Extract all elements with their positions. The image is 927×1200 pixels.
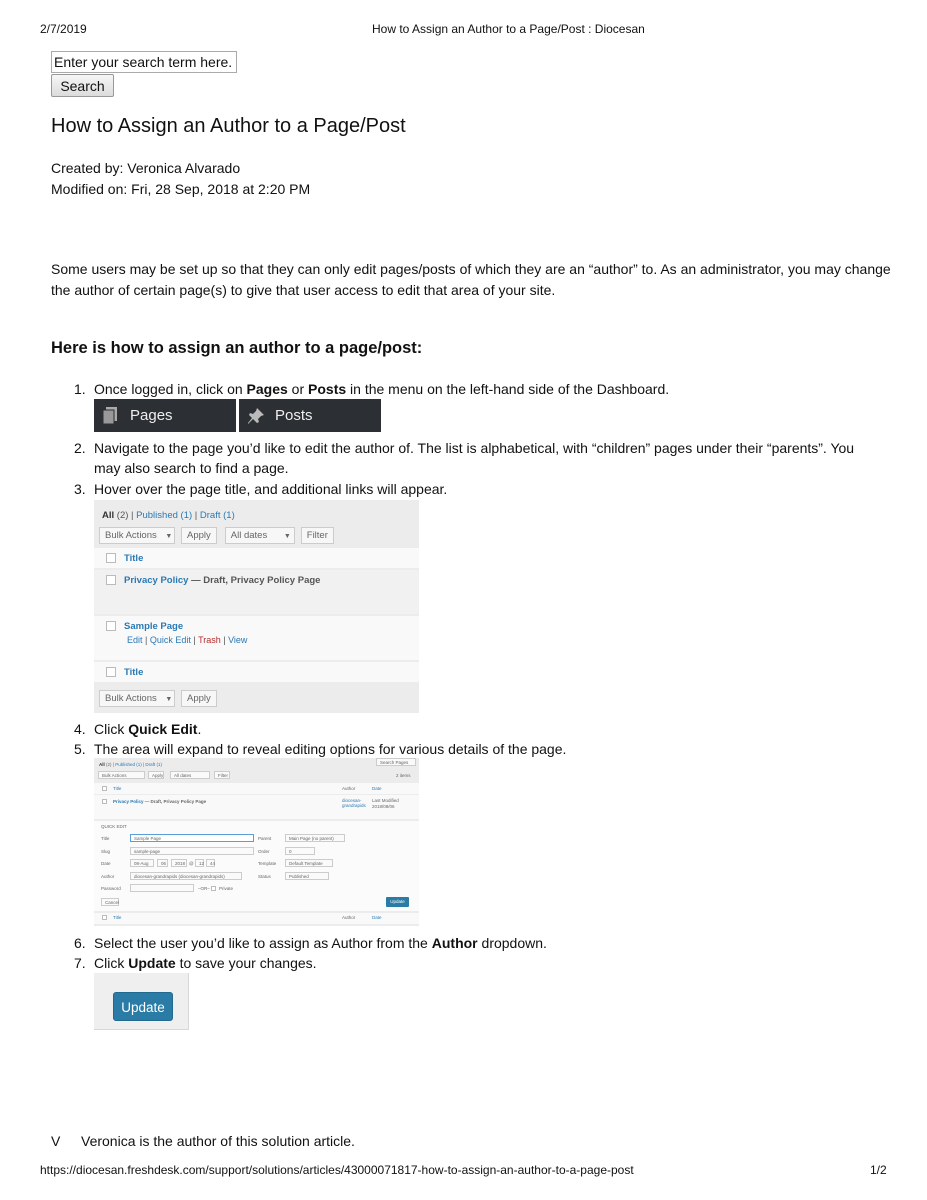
author-select: diocesan-grandrapids (diocesan-grandrapids) <box>130 872 242 880</box>
col-author: Author <box>342 915 356 920</box>
quick-edit-update-button: Update <box>386 897 409 907</box>
step-bold: Pages <box>246 381 288 397</box>
filter-published: Published <box>136 510 178 521</box>
step-text: . <box>197 721 202 737</box>
step-5 <box>74 739 566 759</box>
status-label: Status <box>258 874 271 879</box>
pages-label: Pages <box>130 407 173 424</box>
step-4 <box>74 719 201 739</box>
dates-select: All dates ▼ <box>225 527 295 544</box>
separator: | <box>131 510 134 521</box>
step-number: 4. <box>74 721 86 737</box>
page-title: How to Assign an Author to a Page/Post <box>51 115 406 137</box>
step-text: in the menu on the left-hand side of the Dashboard. <box>346 381 670 397</box>
search-pages-button: Search Pages <box>376 758 416 766</box>
col-title: Title <box>102 786 121 791</box>
row-date-label: Last Modified <box>372 798 399 803</box>
print-footer-url: https://diocesan.freshdesk.com/support/solutions/articles/43000071817-how-to-assign-an-author-to-a-page-post <box>40 1163 634 1177</box>
row-date: 2018/08/06 <box>372 804 395 809</box>
filter-count: (2) <box>116 510 129 521</box>
date-year: 2018 <box>171 859 187 867</box>
step-number: 3. <box>74 481 86 497</box>
status-filters: All (2) | Published (1) | Draft (1) <box>99 762 162 767</box>
list-row <box>94 616 419 660</box>
update-button-screenshot <box>94 973 189 1030</box>
date-at: @ <box>189 861 194 866</box>
date-day: 06 <box>157 859 168 867</box>
order-field: 0 <box>285 847 315 855</box>
step-number: 6. <box>74 935 86 951</box>
filter-draft: Draft <box>199 510 221 521</box>
items-count: 2 items <box>396 773 411 778</box>
private-checkbox: Private <box>211 886 233 891</box>
filter-count: (1) <box>180 510 193 521</box>
print-footer-page: 1/2 <box>870 1163 887 1177</box>
bulk-actions-select: Bulk Actions ▼ <box>99 527 175 544</box>
step-text: Click <box>94 721 129 737</box>
password-field <box>130 884 194 892</box>
title-field: Sample Page <box>130 834 254 842</box>
checkbox-icon <box>106 621 116 631</box>
filter-all: All <box>102 510 115 521</box>
filter-button: Filter <box>301 527 334 544</box>
checkbox-icon <box>106 667 116 677</box>
table-header <box>94 783 419 794</box>
date-hour: 12 <box>195 859 204 867</box>
step-bold: Update <box>128 955 176 971</box>
step-2 <box>74 438 884 478</box>
step-text: Navigate to the page you’d like to edit the author of. The list is alphabetical, with “children” pages under their “parents”. You may also search to find a page. <box>94 440 855 476</box>
parent-select: Main Page (no parent) <box>285 834 345 842</box>
date-label: Date <box>101 861 111 866</box>
pages-list-screenshot <box>94 500 419 713</box>
table-footer <box>94 913 419 924</box>
author-note-text: Veronica is the author of this solution article. <box>81 1133 355 1149</box>
apply-button: Apply <box>181 527 217 544</box>
checkbox-icon <box>106 575 116 585</box>
row-state: — Draft, Privacy Policy Page <box>191 575 321 586</box>
step-number: 7. <box>74 955 86 971</box>
row-title: Privacy Policy — Draft, Privacy Policy Page <box>102 799 206 804</box>
search-input[interactable] <box>51 51 237 73</box>
col-title: Title <box>124 667 144 678</box>
step-text: Click <box>94 955 129 971</box>
pushpin-icon <box>247 407 263 425</box>
step-7 <box>74 953 317 973</box>
step-text: dropdown. <box>477 935 547 951</box>
slug-label: Slug <box>101 849 111 854</box>
status-filters <box>102 510 235 521</box>
posts-label: Posts <box>275 407 313 424</box>
title-label: Title <box>101 836 110 841</box>
step-number: 2. <box>74 440 86 456</box>
col-date: Date <box>372 786 382 791</box>
list-row <box>94 570 419 614</box>
step-text: to save your changes. <box>175 955 317 971</box>
step-text: or <box>287 381 309 397</box>
step-number: 5. <box>74 741 86 757</box>
step-text: The area will expand to reveal editing options for various details of the page. <box>94 741 567 757</box>
update-button-image: Update <box>113 992 173 1021</box>
row-title: Privacy Policy <box>124 575 189 586</box>
slug-field: sample-page <box>130 847 254 855</box>
print-header-title: How to Assign an Author to a Page/Post : Diocesan <box>372 22 645 36</box>
article-meta <box>51 158 310 200</box>
step-3 <box>74 479 447 499</box>
filter-button: Filter <box>214 771 230 779</box>
checkbox-icon <box>106 553 116 563</box>
step-text: Select the user you’d like to assign as Author from the <box>94 935 432 951</box>
bulk-actions-select: Bulk Actions ▼ <box>99 690 175 707</box>
author-avatar-initial: V <box>51 1133 61 1149</box>
apply-button: Apply <box>181 690 217 707</box>
password-label: Password <box>101 886 121 891</box>
list-header-row <box>94 548 419 568</box>
step-1 <box>74 379 669 399</box>
pages-menu-image <box>94 399 236 432</box>
status-select: Published <box>285 872 329 880</box>
col-title: Title <box>124 553 144 564</box>
col-author: Author <box>342 786 356 791</box>
separator: | <box>194 510 198 521</box>
quick-edit-screenshot <box>94 758 419 926</box>
row-title: Sample Page <box>124 621 184 632</box>
col-date: Date <box>372 915 382 920</box>
search-button[interactable]: Search <box>51 74 114 97</box>
step-bold: Posts <box>308 381 347 397</box>
cancel-button: Cancel <box>101 898 119 906</box>
parent-label: Parent <box>258 836 272 841</box>
steps-heading: Here is how to assign an author to a page/post: <box>51 339 423 357</box>
template-select: Default Template <box>285 859 333 867</box>
posts-menu-image <box>239 399 381 432</box>
modified-on: Modified on: Fri, 28 Sep, 2018 at 2:20 PM <box>51 181 311 197</box>
step-text: Once logged in, click on <box>94 381 247 397</box>
step-text: Hover over the page title, and additional links will appear. <box>94 481 448 497</box>
filter-count: (1) <box>223 510 235 521</box>
top-bulk-bar <box>99 527 334 544</box>
col-title: Title <box>102 915 121 920</box>
apply-button: Apply <box>148 771 164 779</box>
date-minute: 44 <box>206 859 215 867</box>
date-month: 08-Aug <box>130 859 154 867</box>
author-label: Author <box>101 874 115 879</box>
bulk-actions-select: Bulk Actions <box>98 771 145 779</box>
quick-edit-heading: QUICK EDIT <box>101 824 127 829</box>
step-6 <box>74 933 547 953</box>
dates-select: All dates <box>170 771 210 779</box>
row-author: diocesan-grandrapids <box>342 798 366 808</box>
template-label: Template <box>258 861 277 866</box>
intro-paragraph: Some users may be set up so that they can only edit pages/posts of which they are an “author” to. As an administrator, you may change the author of certain page(s) to give that user access to edit that area of your site. <box>51 261 891 298</box>
list-footer-row <box>94 662 419 682</box>
step-bold: Quick Edit <box>128 721 198 737</box>
author-note <box>51 1133 355 1149</box>
step-bold: Author <box>431 935 478 951</box>
print-header-date: 2/7/2019 <box>40 22 87 36</box>
or-text: –OR– <box>198 886 210 891</box>
created-by: Created by: Veronica Alvarado <box>51 160 241 176</box>
pages-icon <box>102 407 118 425</box>
order-label: Order <box>258 849 270 854</box>
step-number: 1. <box>74 381 86 397</box>
row-actions: Edit | Quick Edit | Trash | View <box>127 635 248 645</box>
bottom-bulk-bar <box>99 690 217 707</box>
